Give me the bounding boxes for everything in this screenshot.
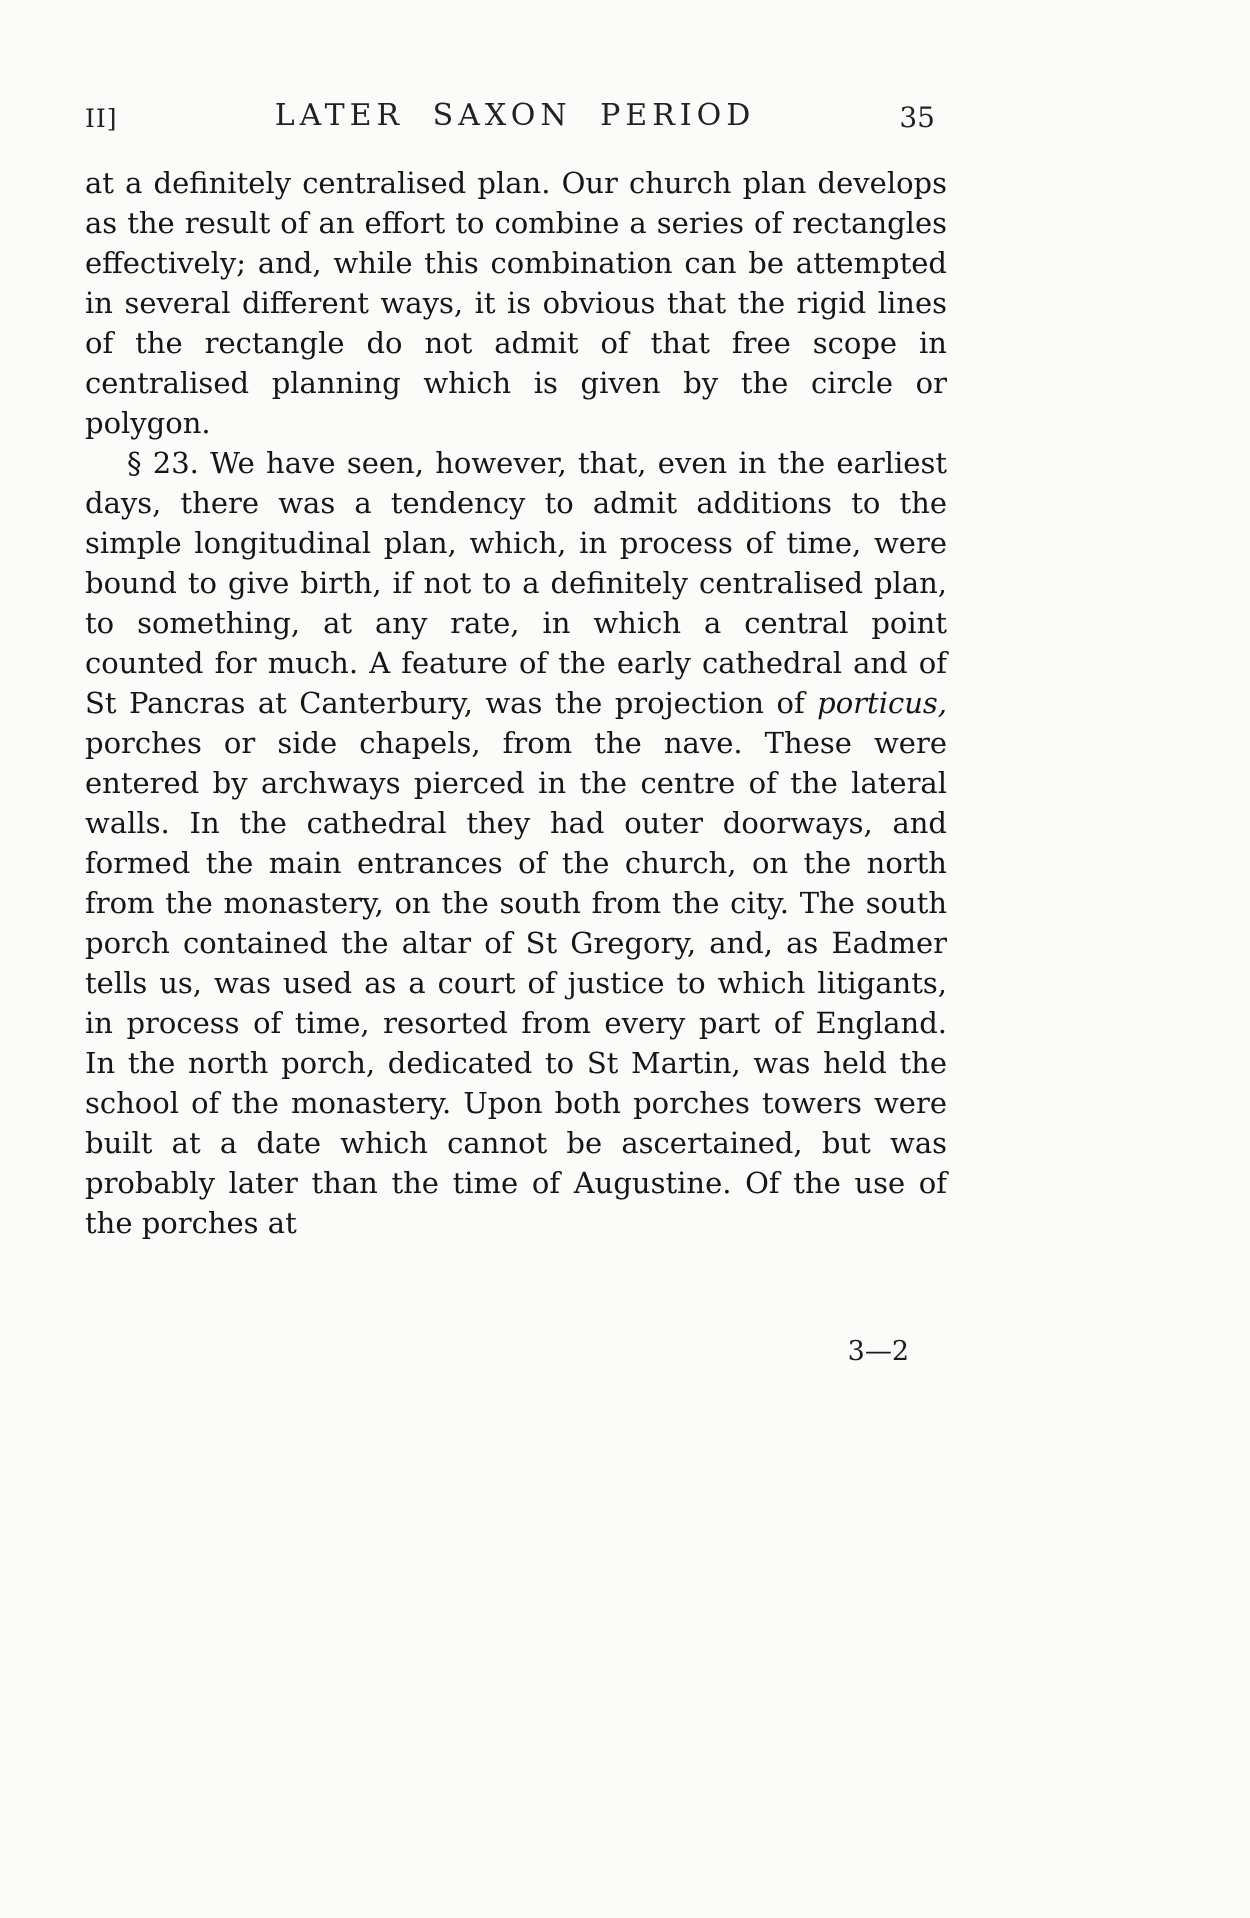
page-number: 35: [899, 101, 935, 134]
body-text: at a definitely centralised plan. Our church plan develops as the result of an effort to combine a series of rectangles effectively; and, while this combination can be attempted in several different ways, it is obvious that the rigid lines of the rectangle do not admit of that free scope in centralised planning which is given by the circle or polygon.: [85, 166, 947, 440]
body-text: § 23. We have seen, however, that, even in the earliest days, there was a tendency to admit additions to the simple longitudinal plan, which, in process of time, were bound to give birth, if not to a definitely centralised plan, to something, at any rate, in which a central point counted for much. A feature of the early cathedral and of St Pancras at Canterbury, was the projection of: [85, 446, 947, 720]
italic-text: porticus,: [817, 686, 947, 720]
page-body: [85, 163, 947, 1243]
signature-mark: 3—2: [847, 1336, 909, 1367]
page-title: LATER SAXON PERIOD: [274, 98, 756, 133]
paragraph: [85, 163, 947, 443]
running-head: [85, 98, 945, 140]
body-text: porches or side chapels, from the nave. These were entered by archways pierced in the centre of the lateral walls. In the cathedral they had outer doorways, and formed the main entrances of the church, on the north from the monastery, on the south from the city. The south porch contained the altar of St Gregory, and, as Eadmer tells us, was used as a court of justice to which litigants, in process of time, resorted from every part of England. In the north porch, dedicated to St Martin, was held the school of the monastery. Upon both porches towers were built at a date which cannot be ascertained, but was probably later than the time of Augustine. Of the use of the porches at: [85, 726, 947, 1240]
paragraph: [85, 443, 947, 1243]
chapter-indicator: II]: [85, 104, 118, 133]
